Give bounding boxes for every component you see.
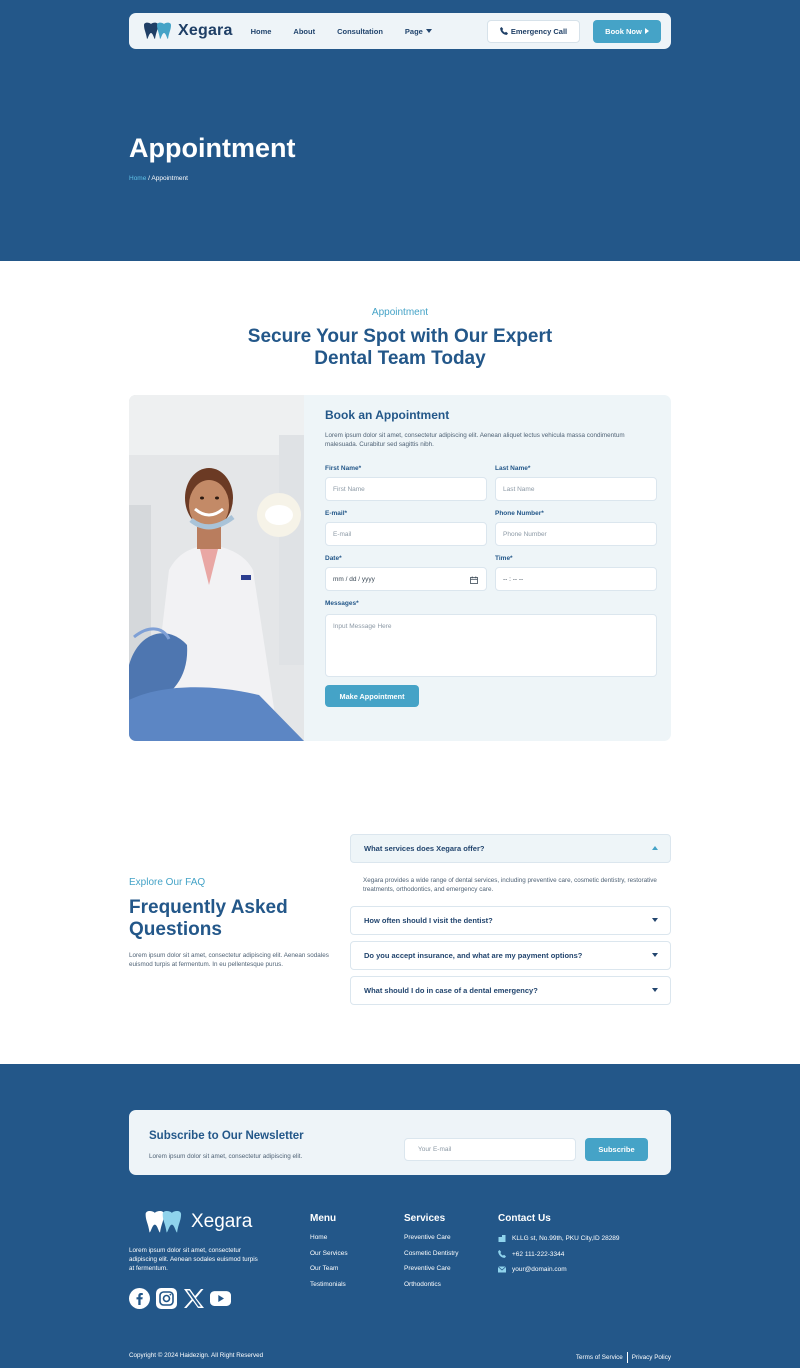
newsletter-email-input[interactable]: Your E-mail bbox=[404, 1138, 576, 1161]
first-name-input[interactable]: First Name bbox=[325, 477, 487, 501]
date-label: Date* bbox=[325, 555, 342, 562]
phone-icon bbox=[498, 1250, 506, 1258]
legal-links bbox=[576, 1352, 671, 1363]
footer-service-cosmetic-dentistry[interactable]: Cosmetic Dentistry bbox=[404, 1250, 459, 1257]
breadcrumb bbox=[129, 175, 188, 182]
subscribe-button[interactable]: Subscribe bbox=[585, 1138, 648, 1161]
footer-phone-text[interactable]: +62 111-222-3344 bbox=[512, 1250, 565, 1258]
make-appointment-button[interactable]: Make Appointment bbox=[325, 685, 419, 707]
nav-link-about[interactable]: About bbox=[293, 26, 316, 36]
footer-contact-title: Contact Us bbox=[498, 1213, 551, 1224]
book-now-button[interactable] bbox=[593, 20, 661, 43]
faq-question-3[interactable] bbox=[350, 941, 671, 970]
footer-email-text[interactable]: your@domain.com bbox=[512, 1265, 567, 1273]
phone-label: Phone Number* bbox=[495, 510, 544, 517]
newsletter-description: Lorem ipsum dolor sit amet, consectetur adipiscing elit. bbox=[149, 1153, 303, 1160]
dentist-photo bbox=[129, 395, 304, 741]
calendar-icon[interactable] bbox=[470, 576, 478, 584]
last-name-input[interactable]: Last Name bbox=[495, 477, 657, 501]
navbar bbox=[129, 13, 671, 49]
appointment-heading-line2: Dental Team Today bbox=[314, 348, 486, 369]
breadcrumb-separator: / bbox=[146, 175, 152, 182]
nav-link-page[interactable] bbox=[405, 27, 432, 36]
form-description: Lorem ipsum dolor sit amet, consectetur adipiscing elit. Aenean aliquet lectus vehicula massa condimentum malesuada. Curabitur sed sagittis nibh. bbox=[325, 432, 625, 448]
copyright: Copyright © 2024 Haidezign. All Right Reserved bbox=[129, 1352, 264, 1359]
footer-about: Lorem ipsum dolor sit amet, consectetur adipiscing elit. Aenean sodales euismod turpis at fermentum. bbox=[129, 1247, 258, 1272]
dentist-illustration bbox=[129, 395, 304, 741]
tooth-logo-icon bbox=[143, 1210, 185, 1234]
time-input[interactable]: -- : -- -- bbox=[495, 567, 657, 591]
footer-services-title: Services bbox=[404, 1213, 446, 1224]
youtube-icon[interactable] bbox=[210, 1288, 231, 1309]
building-icon bbox=[498, 1234, 506, 1242]
faq-question-2[interactable] bbox=[350, 906, 671, 935]
faq-question-4-text: What should I do in case of a dental emergency? bbox=[364, 986, 538, 995]
emergency-call-button[interactable] bbox=[487, 20, 580, 43]
instagram-icon[interactable] bbox=[156, 1288, 177, 1309]
caret-down-icon bbox=[426, 29, 432, 33]
appointment-card bbox=[129, 395, 671, 741]
faq-question-1-text: What services does Xegara offer? bbox=[364, 844, 485, 853]
emergency-call-label: Emergency Call bbox=[510, 26, 568, 36]
email-label: E-mail* bbox=[325, 510, 348, 517]
social-links bbox=[129, 1288, 231, 1309]
faq-accordion bbox=[350, 834, 671, 1011]
footer-address-text: KLLG st, No.99th, PKU City,ID 28289 bbox=[512, 1234, 620, 1242]
faq-answer-1: Xegara provides a wide range of dental services, including preventive care, cosmetic dentistry, restorative treatments, orthodontics, and emergency care. bbox=[363, 877, 657, 893]
phone-icon bbox=[500, 27, 508, 35]
mail-icon bbox=[498, 1265, 506, 1273]
appointment-eyebrow: Appointment bbox=[371, 307, 429, 318]
book-now-label: Book Now bbox=[605, 26, 642, 36]
terms-of-service-link[interactable]: Terms of Service bbox=[575, 1354, 623, 1361]
nav-link-home[interactable]: Home bbox=[250, 26, 272, 36]
footer-menu-our-team[interactable]: Our Team bbox=[310, 1265, 339, 1272]
faq-eyebrow: Explore Our FAQ bbox=[129, 877, 206, 888]
messages-textarea[interactable]: Input Message Here bbox=[325, 614, 657, 677]
email-input[interactable]: E-mail bbox=[325, 522, 487, 546]
facebook-icon[interactable] bbox=[129, 1288, 150, 1309]
nav-link-consultation[interactable]: Consultation bbox=[337, 26, 383, 36]
tooth-logo-icon bbox=[142, 22, 174, 40]
breadcrumb-current: Appointment bbox=[151, 175, 188, 182]
messages-label: Messages* bbox=[325, 600, 359, 607]
footer-menu-our-services[interactable]: Our Services bbox=[310, 1250, 348, 1257]
footer-service-orthodontics[interactable]: Orthodontics bbox=[404, 1281, 441, 1288]
privacy-policy-link[interactable]: Privacy Policy bbox=[631, 1354, 671, 1361]
footer-menu-home[interactable]: Home bbox=[310, 1234, 328, 1241]
date-input-value: mm / dd / yyyy bbox=[333, 575, 375, 583]
caret-up-icon bbox=[652, 846, 658, 850]
footer-service-preventive-care-2[interactable]: Preventive Care bbox=[404, 1265, 451, 1272]
breadcrumb-home[interactable]: Home bbox=[129, 175, 147, 182]
brand-name: Xegara bbox=[178, 22, 233, 39]
footer-phone bbox=[498, 1250, 564, 1258]
footer-brand-name: Xegara bbox=[191, 1211, 253, 1232]
last-name-label: Last Name* bbox=[495, 465, 531, 472]
newsletter-title: Subscribe to Our Newsletter bbox=[149, 1130, 304, 1142]
brand-logo[interactable] bbox=[142, 22, 233, 40]
caret-down-icon bbox=[652, 918, 658, 922]
footer-menu-title: Menu bbox=[310, 1213, 337, 1224]
caret-right-icon bbox=[645, 28, 649, 34]
nav-link-page-label: Page bbox=[404, 26, 423, 36]
faq-question-1[interactable] bbox=[350, 834, 671, 863]
faq-question-3-text: Do you accept insurance, and what are my payment options? bbox=[364, 951, 583, 960]
appointment-heading bbox=[0, 326, 800, 370]
date-input[interactable] bbox=[325, 567, 487, 591]
footer-address bbox=[498, 1234, 620, 1242]
phone-input[interactable]: Phone Number bbox=[495, 522, 657, 546]
footer-service-preventive-care[interactable]: Preventive Care bbox=[404, 1234, 451, 1241]
footer-menu-testimonials[interactable]: Testimonials bbox=[310, 1281, 346, 1288]
page-title: Appointment bbox=[129, 133, 296, 163]
footer-email bbox=[498, 1265, 567, 1273]
footer-brand-logo[interactable] bbox=[143, 1210, 252, 1234]
faq-heading: Frequently Asked Questions bbox=[129, 897, 288, 940]
appointment-heading-line1: Secure Your Spot with Our Expert bbox=[247, 326, 553, 347]
newsletter-box bbox=[129, 1110, 671, 1175]
caret-down-icon bbox=[652, 988, 658, 992]
legal-divider bbox=[627, 1352, 628, 1363]
first-name-label: First Name* bbox=[325, 465, 362, 472]
faq-question-2-text: How often should I visit the dentist? bbox=[364, 916, 493, 925]
caret-down-icon bbox=[652, 953, 658, 957]
time-label: Time* bbox=[495, 555, 513, 562]
faq-question-4[interactable] bbox=[350, 976, 671, 1005]
faq-description: Lorem ipsum dolor sit amet, consectetur adipiscing elit. Aenean sodales euismod turpis at fermentum. In eu pellentesque purus. bbox=[129, 952, 329, 968]
x-icon[interactable] bbox=[183, 1288, 204, 1309]
form-title: Book an Appointment bbox=[325, 408, 450, 422]
